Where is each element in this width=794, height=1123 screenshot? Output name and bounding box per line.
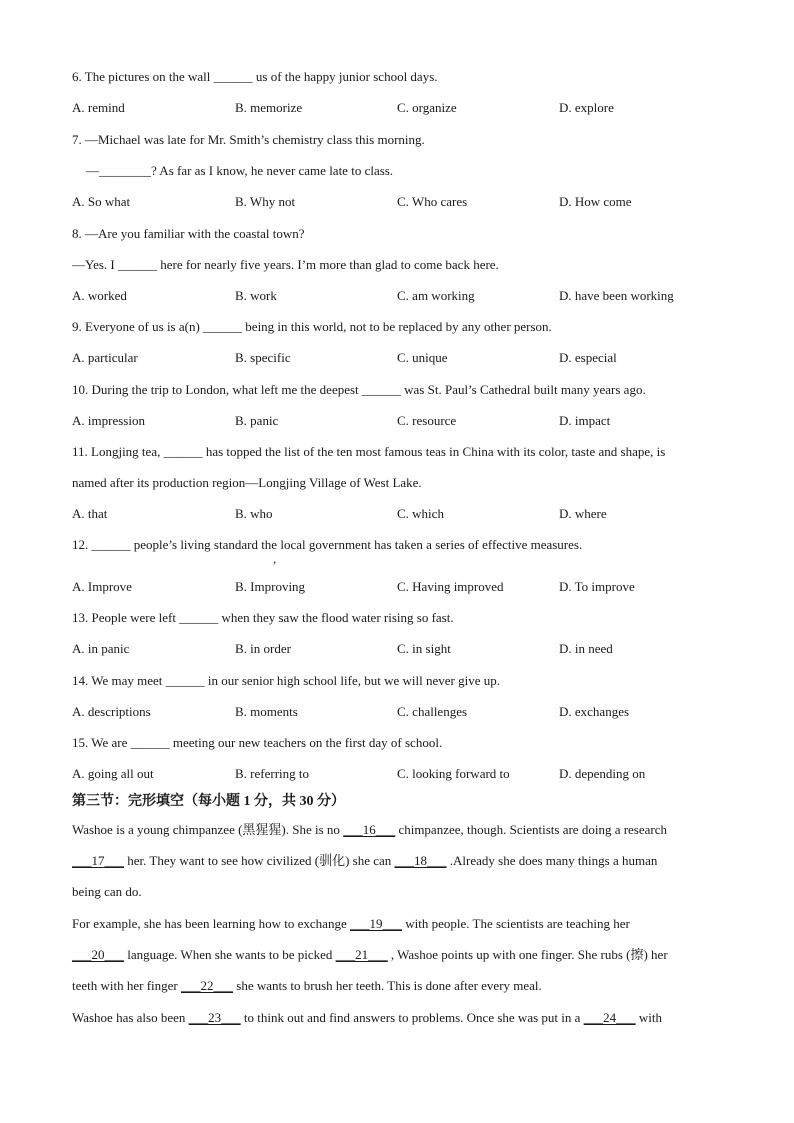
passage-line <box>72 1010 662 1026</box>
option-b[interactable]: B. Why not <box>235 194 296 209</box>
option-b[interactable]: B. work <box>235 288 277 303</box>
passage-text: For example, she has been learning how to exchange <box>72 916 350 931</box>
option-b[interactable]: B. in order <box>235 641 291 656</box>
passage-line <box>72 947 668 963</box>
option-b[interactable]: B. memorize <box>235 100 303 115</box>
option-a[interactable]: A. that <box>72 506 108 521</box>
question-11-stem: named after its production region—Longjing Village of West Lake. <box>72 475 422 490</box>
option-b[interactable]: B. specific <box>235 350 291 365</box>
option-a[interactable]: A. in panic <box>72 641 130 656</box>
passage-text: .Already she does many things a human <box>446 853 658 868</box>
passage-text: her. They want to see how civilized (驯化) she can <box>124 853 395 868</box>
question-10-options <box>72 413 722 429</box>
option-b[interactable]: B. referring to <box>235 766 310 781</box>
option-a[interactable]: A. descriptions <box>72 704 151 719</box>
option-d[interactable]: D. depending on <box>559 766 646 781</box>
passage-line <box>72 978 542 994</box>
q12-comma: , <box>273 551 277 566</box>
cloze-blank[interactable]: ___20___ <box>72 947 124 962</box>
passage-text: language. When she wants to be picked <box>124 947 336 962</box>
question-9-stem: 9. Everyone of us is a(n) ______ being in this world, not to be replaced by any other person. <box>72 319 552 334</box>
cloze-blank[interactable]: ___23___ <box>188 1010 241 1025</box>
option-b[interactable]: B. who <box>235 506 273 521</box>
question-15-stem: 15. We are ______ meeting our new teachers on the first day of school. <box>72 735 443 750</box>
option-d[interactable]: D. impact <box>559 413 611 428</box>
option-d[interactable]: D. have been working <box>559 288 674 303</box>
question-7-stem: —________? As far as I know, he never came late to class. <box>86 163 394 178</box>
question-11-options <box>72 506 722 522</box>
question-11-stem: 11. Longjing tea, ______ has topped the list of the ten most famous teas in China with its color, taste and shape, is <box>72 444 666 459</box>
cloze-blank[interactable]: ___22___ <box>181 978 234 993</box>
question-13-stem: 13. People were left ______ when they saw the flood water rising so fast. <box>72 610 454 625</box>
cloze-blank[interactable]: ___17___ <box>72 853 124 868</box>
question-13-options <box>72 641 722 657</box>
option-d[interactable]: D. exchanges <box>559 704 630 719</box>
question-14-options <box>72 704 722 720</box>
option-c[interactable]: C. challenges <box>397 704 468 719</box>
cloze-blank[interactable]: ___18___ <box>394 853 447 868</box>
passage-line <box>72 916 630 932</box>
option-c[interactable]: C. in sight <box>397 641 451 656</box>
passage-text: Washoe is a young chimpanzee (黑猩猩). She is no <box>72 822 344 837</box>
passage-text: to think out and find answers to problems. Once she was put in a <box>240 1010 584 1025</box>
question-10-stem: 10. During the trip to London, what left me the deepest ______ was St. Paul’s Cathedral built many years ago. <box>72 382 646 397</box>
cloze-blank[interactable]: ___21___ <box>335 947 388 962</box>
option-a[interactable]: A. worked <box>72 288 127 303</box>
option-c[interactable]: C. Who cares <box>397 194 468 209</box>
option-c[interactable]: C. am working <box>397 288 475 303</box>
option-d[interactable]: D. especial <box>559 350 617 365</box>
cloze-blank[interactable]: ___19___ <box>349 916 402 931</box>
option-b[interactable]: B. moments <box>235 704 298 719</box>
passage-line <box>72 822 667 838</box>
option-d[interactable]: D. where <box>559 506 607 521</box>
passage-text: , Washoe points up with one finger. She rubs (擦) her <box>387 947 668 962</box>
option-d[interactable]: D. To improve <box>559 579 635 594</box>
question-9-options <box>72 350 722 366</box>
question-7-options <box>72 194 722 210</box>
option-c[interactable]: C. organize <box>397 100 457 115</box>
option-a[interactable]: A. Improve <box>72 579 132 594</box>
passage-text: Washoe has also been <box>72 1010 189 1025</box>
passage-line <box>72 884 142 900</box>
passage-text: teeth with her finger <box>72 978 182 993</box>
question-8-stem: —Yes. I ______ here for nearly five years. I’m more than glad to come back here. <box>72 257 499 272</box>
passage-text: with people. The scientists are teaching her <box>401 916 630 931</box>
passage-text: she wants to brush her teeth. This is done after every meal. <box>233 978 542 993</box>
passage-text: being can do. <box>72 884 142 899</box>
question-8-stem: 8. —Are you familiar with the coastal town? <box>72 226 305 241</box>
passage-text: with <box>635 1010 663 1025</box>
option-a[interactable]: A. particular <box>72 350 138 365</box>
option-a[interactable]: A. going all out <box>72 766 154 781</box>
option-b[interactable]: B. panic <box>235 413 279 428</box>
option-a[interactable]: A. remind <box>72 100 125 115</box>
option-c[interactable]: C. unique <box>397 350 448 365</box>
question-15-options <box>72 766 722 782</box>
passage-line <box>72 853 657 869</box>
option-d[interactable]: D. explore <box>559 100 614 115</box>
option-d[interactable]: D. How come <box>559 194 632 209</box>
option-a[interactable]: A. So what <box>72 194 131 209</box>
option-c[interactable]: C. looking forward to <box>397 766 510 781</box>
option-b[interactable]: B. Improving <box>235 579 306 594</box>
question-6-options <box>72 100 722 116</box>
option-c[interactable]: C. resource <box>397 413 457 428</box>
passage-text: chimpanzee, though. Scientists are doing a research <box>395 822 668 837</box>
cloze-blank[interactable]: ___24___ <box>583 1010 636 1025</box>
option-c[interactable]: C. Having improved <box>397 579 504 594</box>
option-a[interactable]: A. impression <box>72 413 145 428</box>
question-14-stem: 14. We may meet ______ in our senior high school life, but we will never give up. <box>72 673 500 688</box>
question-12-options <box>72 579 722 595</box>
question-6-stem: 6. The pictures on the wall ______ us of the happy junior school days. <box>72 69 438 84</box>
option-d[interactable]: D. in need <box>559 641 613 656</box>
question-7-stem: 7. —Michael was late for Mr. Smith’s chemistry class this morning. <box>72 132 425 147</box>
cloze-blank[interactable]: ___16___ <box>343 822 396 837</box>
section-heading: 第三节：完形填空（每小题 1 分，共 30 分） <box>72 794 345 809</box>
question-12-stem: 12. ______ people’s living standard the local government has taken a series of effective measures. <box>72 537 583 552</box>
question-8-options <box>72 288 722 304</box>
option-c[interactable]: C. which <box>397 506 444 521</box>
